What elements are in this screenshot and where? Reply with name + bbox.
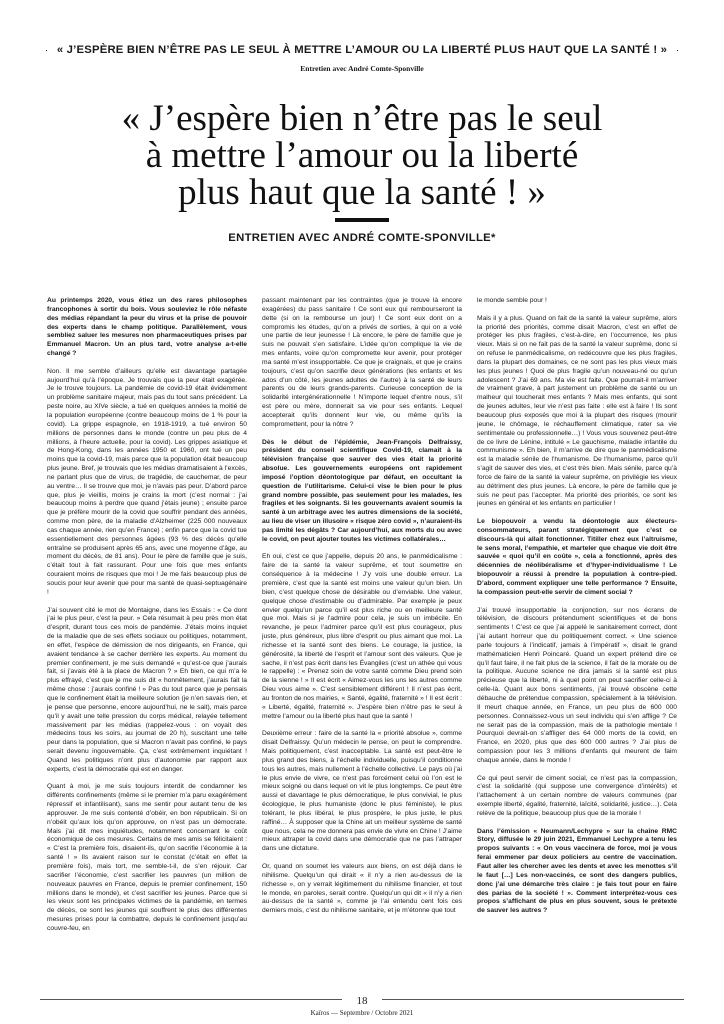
- interview-answer: Eh oui, c’est ce que j’appelle, depuis 20 ans, le panmédicalisme : faire de la santé la valeur suprême, et tout soumettre en conséquence à la médecine ! J’y vois une double erreur. La première, c’est que la santé est moins une valeur qu’un bien. Un bien, c’est quelque chose de désirable ou d’enviable. Une valeur, quelque chose d’estimable ou d’admirable. Par exemple je peux envier quelqu’un parce qu’il est plus riche ou en meilleure santé que moi. Mais si je l’admire pour cela, je suis un imbécile. En revanche, je peux l’admirer parce qu’il est plus courageux, plus juste, plus généreux, plus libre d’esprit ou plus aimant que moi. La richesse et la santé sont des biens. Le courage, la justice, la générosité, la liberté de l’esprit et l’amour sont des valeurs. Que je sache, il n’est pas écrit dans les Évangiles (c’est un athée qui vous le rappelle) : « Prenez soin de votre santé comme Dieu prend soin de la sienne ! » Il est écrit « Aimez-vous les uns les autres comme Dieu vous aime ». C’est sensiblement différent ! Il n’est pas écrit, au fronton de nos mairies, « Santé, égalité, fraternité » ! Il est écrit : « Liberté, égalité, fraternité ». J’espère bien n’être pas le seul à mettre l’amour ou la liberté plus haut que la santé !: [262, 553, 462, 720]
- article-byline: ENTRETIEN AVEC ANDRÉ COMTE-SPONVILLE*: [228, 232, 496, 244]
- interview-answer: J’ai trouvé insupportable la conjonction, sur nos écrans de télévision, de discours prétendument scientifiques et de bons sentiments ! C’est ce que j’ai appelé le sanitairement correct, dont j’ai autant horreur que du politiquement correct. « Une science parle toujours à l’indicatif, jamais à l’impératif », disait le grand mathématicien Henri Poincaré. Quand un expert prétend dire ce qu’il faut faire, il ne fait plus de la science, il fait de la morale ou de la politique. Aucune science ne dira jamais si la santé est plus précieuse que la liberté, ni à quel point on peut sacrifier celle-ci à celle-là. Quant aux bons sentiments, j’ai trouvé obscène cette débauche de prétendue compassion, spécialement à la télévision. Il meurt chaque année, en France, un peu plus de 600 000 personnes. Connaissez-vous un seul individu qui s’en afflige ? Ce ne serait pas de la compassion, mais de la pathologie mentale ! Pourquoi devrait-on s’affliger des 64 000 morts de la covid, en France, en 2020, plus que des 600 000 autres ? J’ai plus de compassion pour les 3 millions d’enfants qui meurent de faim chaque année, dans le monde !: [477, 606, 677, 764]
- headline-line: « J’espère bien n’être pas le seul: [121, 98, 603, 139]
- article-headline: [80, 100, 644, 211]
- interview-answer: Deuxième erreur : faire de la santé la « priorité absolue », comme disait Delfraissy. Qu’un médecin le pense, on peut le comprendre. Mais politiquement, c’est inacceptable. La santé est peut-être le plus grand des biens, à l’échelle individuelle, puisqu’il conditionne tous les autres, mais nullement à l’échelle collective. Le pays où j’ai le plus envie de vivre, ce n’est pas forcément celui où l’on est le mieux soigné ou dans lequel on vit le plus longtemps. Ce peut être aussi et davantage le plus démocratique, le plus convivial, le plus écologique, le plus humaniste (donc le plus féministe), le plus tolérant, le plus libéral, le plus prospère, le plus juste, le plus raffiné… À supposer que la Chine ait un meilleur système de santé que nous, cela ne me donnera pas envie de vivre en Chine ! J’aime mieux attraper la covid dans une démocratie que ne pas l’attraper dans une dictature.: [262, 730, 462, 853]
- interview-answer: Mais il y a plus. Quand on fait de la santé la valeur suprême, alors la priorité des priorités, comme disait Macron, c’est en effet de protéger les plus fragiles, c’est-à-dire, en l’occurrence, les plus vieux. Mais si on ne fait pas de la santé la valeur suprême, donc si on refuse le panmédicalisme, on redécouvre que les plus fragiles, dans la plupart des domaines, ce ne sont pas les plus vieux mais les plus jeunes ! Quoi de plus fragile qu’un nouveau-né ou qu’un adolescent ? J’ai 69 ans. Ma vie est faite. Que pourrait-il m’arriver de vraiment grave, à part justement un problème de santé ou un malheur qui toucherait mes enfants ? Mais mes enfants, qui sont de jeunes adultes, leur vie n’est pas faite : elle est à faire ! Ils sont beaucoup plus exposés que moi à la plupart des risques (mourir jeune, le chômage, le réchauffement climatique, rater sa vie sentimentale ou professionnelle…) ! Vous vous souvenez peut-être de ce livre de Lénine, intitulé « Le gauchisme, maladie infantile du communisme ». Eh bien, il m’arrive de dire que le panmédicalisme est la maladie sénile de l’humanisme. De l’humanisme, parce qu’il s’agit de sauver des vies, et c’est très bien. Mais sénile, parce qu’à force de faire de la santé la valeur suprême, on privilégie les vieux au détriment des plus jeunes. Là encore, le père de famille que je suis ne peut pas l’accepter. Ma priorité des priorités, ce sont les jeunes en général et les enfants en particulier !: [477, 314, 677, 508]
- interview-question: Au printemps 2020, vous étiez un des rares philosophes francophones à sortir du bois. Vous souleviez le rôle néfaste des médias répandant la peur du virus et la prise de pouvoir des experts dans le champ politique. Parallèlement, vous sembliez saluer les mesures non pharmaceutiques prises par Emmanuel Macron. Un an plus tard, votre analyse a-t-elle changé ?: [47, 297, 247, 358]
- interview-answer: passant maintenant par les contraintes (que je trouve là encore exagérées) du pass sanitaire ! Ce sont eux qui rembourseront la dette (si on la rembourse un jour) ! Ce sont eux dont on a compromis les études, qu’on a privés de sorties, à qui on a volé une partie de leur jeunesse ! Là encore, le père de famille que je suis ne pouvait s’en satisfaire. L’idée qu’on complique la vie de mes enfants, voire qu’on compromette leur avenir, pour protéger ma santé m’est insupportable. Ce que je craignais, et que je crains toujours, c’est qu’on sacrifie deux générations (les enfants et les ados d’un côté, les jeunes adultes de l’autre) à la santé de leurs parents ou de leurs grands-parents. Curieuse conception de la solidarité intergénérationnelle ! N’importe lequel d’entre nous, s’il est père ou mère, donnerait sa vie pour ses enfants. Lequel accepterait qu’ils donnent leur vie, ou même qu’ils la compromettent, pour la nôtre ?: [262, 297, 462, 428]
- interview-question: Le biopouvoir a vendu la déontologie aux électeurs-consommateurs, parant stratégiquement que c’est ce discours-là qui allait fonctionner. Titiller chez eux l’altruisme, le sens moral, l’empathie, et marteler que chaque vie doit être sauvée « quoi qu’il en coûte », cela a fonctionné, après des décennies de néolibéralisme et d’hyper-individualisme ! Le biopouvoir a réussi à prendre la population à contre-pied. D’abord, comment expliquer une telle performance ? Ensuite, la compassion peut-elle servir de ciment social ?: [477, 518, 677, 596]
- text-column-2: [262, 297, 462, 987]
- article-body: [47, 297, 677, 987]
- interview-answer: J’ai souvent cité le mot de Montaigne, dans les Essais : « Ce dont j’ai le plus peur, c’est la peur. » Cela résumait à peu près mon état d’esprit, durant tous ces mois de pandémie. J’étais moins inquiet de la maladie que de ses effets sociaux ou politiques, notamment, en effet, l’espèce de démission de nos dirigeants, en France, qui avaient tendance à se cacher derrière les experts. Au moment du premier confinement, je me suis demandé « qu’est-ce que j’aurais fait, si j’avais été à la place de Macron ? » Eh bien, ce qui m’a le plus effrayé, c’est que je me suis dit « honnêtement, j’aurais fait la même chose : j’aurais confiné ! » Pas du tout parce que je pensais que le confinement était la meilleure solution (je n’en savais rien, et je pense que personne, encore aujourd’hui, ne le sait), mais parce qu’il y avait une telle pression du corps médical, relayée tellement massivement par les médias (rappelez-vous : on voyait des médecins tous les soirs, au journal de 20 h), suscitant une telle peur dans la population, que si Macron n’avait pas confiné, le pays serait devenu ingouvernable. Ça, c’est extrêmement inquiétant ! Quand les politiques n’ont plus d’autonomie par rapport aux experts, c’est la démocratie qui est en danger.: [47, 606, 247, 773]
- interview-question: Dans l’émission « Neumann/Lechypre » sur la chaîne RMC Story, diffusée le 29 juin 2021, Emmanuel Lechypre a tenu les propos suivants : « On vous vaccinera de force, moi je vous ferai emmener par deux policiers au centre de vaccination. Faut aller les chercher avec les dents et avec les menottes s’il le faut […] Les non-vaccinés, ce sont des dangers publics, donc j’ai une démarche très claire : je fais tout pour en faire des parias de la société ! ». Comment interprétez-vous ces propos s’affichant de plus en plus souvent, sous le prétexte de sauver les autres ?: [477, 827, 677, 915]
- running-header-title: « J’ESPÈRE BIEN N’ÊTRE PAS LE SEUL À METTRE L’AMOUR OU LA LIBERTÉ PLUS HAUT QUE LA SANTÉ ! »: [56, 44, 668, 56]
- headline-line: à mettre l’amour ou la liberté: [145, 135, 579, 176]
- page-number: 18: [342, 995, 382, 1007]
- interview-answer: le monde semble pour !: [477, 297, 547, 304]
- running-header: [46, 44, 678, 56]
- text-column-3: [477, 297, 677, 987]
- interview-answer: Quant à moi, je me suis toujours interdit de condamner les différents confinements (même si le premier m’a paru exagérément répressif et infantilisant), sans me sentir pour autant tenu de les approuver. Je me suis contenté d’obéir, en bon républicain. Si on n’obéit qu’aux lois qu’on approuve, on n’est pas un démocrate. Mais j’ai dit mes inquiétudes, notamment concernant le coût économique de ces mesures. Certains de mes amis se félicitaient : « C’est la première fois, disaient-ils, qu’on sacrifie l’économie à la santé ! » Ils avaient raison sur le constat (c’était en effet la première fois), mais tort, me semble-t-il, de s’en réjouir. Car sacrifier l’économie, c’est sacrifier les pauvres (un million de nouveaux pauvres en France, depuis le premier confinement, 150 millions dans le monde), et c’est sacrifier les jeunes. Parce que si les vieux sont les principales victimes de la pandémie, en termes de décès, ce sont les jeunes qui souffrent le plus des différentes mesures prises pour la combattre, depuis le confinement jusqu’au couvre-feu, en: [47, 783, 247, 932]
- running-header-subtitle: Entretien avec André Comte-Sponville: [300, 64, 424, 73]
- text-column-1: [47, 297, 247, 987]
- headline-line: plus haut que la santé ! »: [178, 172, 546, 213]
- header-rule-right: [677, 50, 678, 51]
- footer-publication: Kaïros — Septembre / Octobre 2021: [310, 1009, 414, 1017]
- interview-answer: Or, quand on soumet les valeurs aux biens, on est déjà dans le nihilisme. Quelqu’un qui dirait « il n’y a rien au-dessus de la richesse », on y verrait légitimement du nihilisme financier, et tout le monde, en paroles, serait contre. Quelqu’un qui dit « il n’y a rien au-dessus de la santé », comme je l’ai entendu cent fois ces derniers mois, c’est du nihilisme sanitaire, et je m’étonne que tout: [262, 863, 462, 915]
- interview-question: Dès le début de l’épidémie, Jean-François Delfraissy, président du conseil scientifique Covid-19, clamait à la télévision française que sauver des vies était la priorité absolue. Les gouvernements européens ont rapidement imposé l’option déontologique par défaut, en occultant la question de l’utilitarisme. Celui-ci vise le bien pour le plus grand nombre possible, pas seulement pour les malades, les fragiles et les soignants. Si les gouvernants avaient soumis la santé à un arbitrage avec les autres dimensions de la société, au lieu de viser un illusoire « risque zéro covid », n’auraient-ils pas limité les dégâts ? Car aujourd’hui, aux morts du ou avec le covid, on peut ajouter toutes les victimes collatérales…: [262, 438, 462, 543]
- interview-answer: Non. Il me semble d’ailleurs qu’elle est davantage partagée aujourd’hui qu’à l’époque. Je trouvais que la peur était exagérée. Je le trouve toujours. La pandémie de covid-19 était évidemment un problème sanitaire majeur, mais pas du tout sans précédent. La peste noire, au XIVe siècle, a tué en quelques années la moitié de la population européenne (contre beaucoup moins de 1 % pour la covid). La grippe espagnole, en 1918-1919, a tué environ 50 millions de personnes dans le monde (contre un peu plus de 4 millions, à l’heure actuelle, pour la covid). Les grippes asiatique et de Hong-Kong, dans les années 1950 et 1960, ont tué un peu moins que la covid-19, mais parce que la population était beaucoup plus jeune. Bref, je trouvais que les médias dramatisaient à l’excès, ne parlant plus que de virus, de tragédie, de cauchemar, de peur au ventre… Il se trouve que moi, je n’avais pas peur. D’abord parce que, plus je vieillis, moins je crains la mort (c’est normal : j’ai beaucoup moins à perdre que quand j’étais jeune) ; ensuite parce que je préfère mourir de la covid que souffrir pendant des années, comme mon père, de la maladie d’Alzheimer (225 000 nouveaux cas chaque année, rien qu’en France) ; enfin parce que la covid tue essentiellement des personnes âgées (93 % des décès qu’elle entraîne se produisent après 65 ans, avec une moyenne d’âge, au moment du décès, de 81 ans). Pour le père de famille que je suis, c’était tout à fait rassurant. Pour une fois que mes enfants couraient moins de risques que moi ! Je me fais beaucoup plus de soucis pour leur avenir que pour ma santé de quasi-septuagénaire !: [47, 367, 247, 596]
- headline-divider: [335, 218, 389, 222]
- interview-answer: Ce qui peut servir de ciment social, ce n’est pas la compassion, c’est la solidarité (qui suppose une convergence d’intérêts) et l’attachement à un certain nombre de valeurs communes (par exemple liberté, égalité, fraternité, laïcité, solidarité, justice…). Cela relève de la politique, beaucoup plus que de la morale !: [477, 774, 677, 817]
